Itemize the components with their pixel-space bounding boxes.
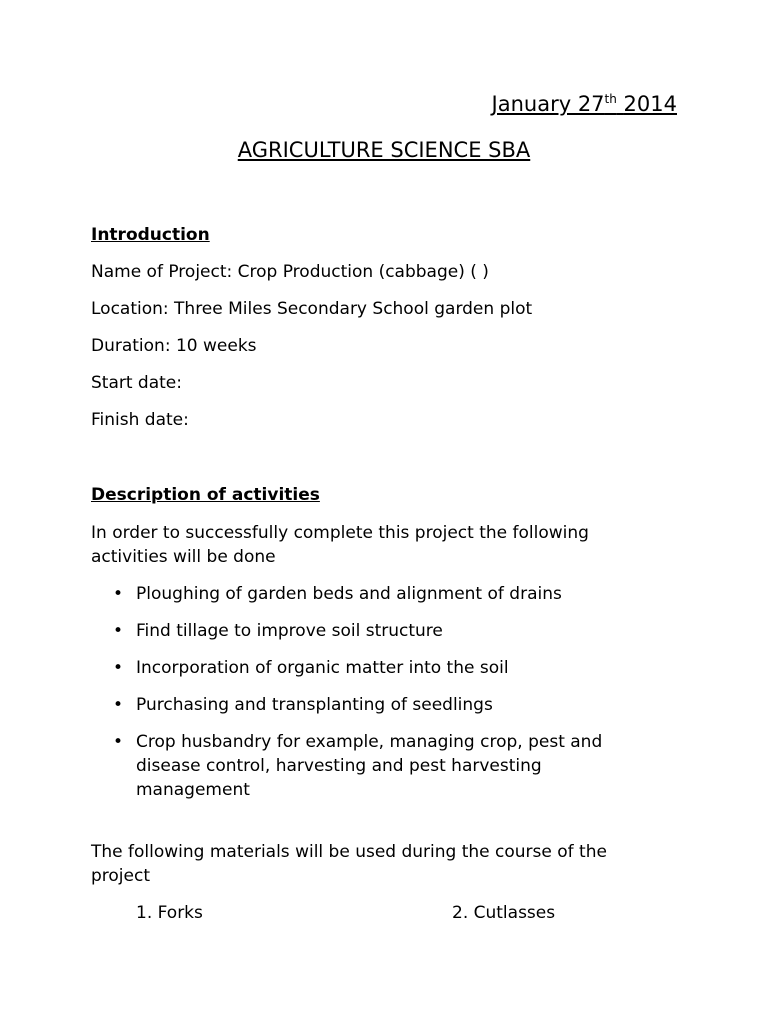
introduction-heading: Introduction bbox=[91, 225, 210, 245]
activities-intro: In order to successfully complete this project the following activities will be done bbox=[91, 523, 589, 567]
list-item bbox=[113, 619, 633, 643]
bullet-icon: • bbox=[113, 584, 124, 604]
material-item-forks: 1. Forks bbox=[136, 903, 203, 923]
list-item bbox=[113, 582, 633, 606]
bullet-icon: • bbox=[113, 621, 124, 641]
date-suffix: th bbox=[604, 92, 617, 106]
activities-heading bbox=[91, 485, 436, 505]
list-item bbox=[113, 656, 633, 680]
list-item-text: Find tillage to improve soil structure bbox=[136, 621, 443, 641]
list-item-text: Ploughing of garden beds and alignment of drains bbox=[136, 584, 562, 604]
date-year: 2014 bbox=[623, 92, 677, 116]
list-item-text: Incorporation of organic matter into the soil bbox=[136, 658, 509, 678]
document-date bbox=[492, 92, 677, 116]
start-date-line: Start date: bbox=[91, 373, 182, 393]
bullet-icon: • bbox=[113, 732, 124, 752]
bullet-icon: • bbox=[113, 658, 124, 678]
material-item-cutlasses: 2. Cutlasses bbox=[452, 903, 556, 923]
date-month-day: January 27 bbox=[491, 92, 605, 116]
list-item-text: Crop husbandry for example, managing crop, pest and disease control, harvesting and pest harvesting management bbox=[136, 732, 603, 800]
activities-list bbox=[113, 582, 633, 815]
duration-line: Duration: 10 weeks bbox=[91, 336, 257, 356]
document-title: AGRICULTURE SCIENCE SBA bbox=[237, 138, 531, 162]
list-item-text: Purchasing and transplanting of seedlings bbox=[136, 695, 493, 715]
finish-date-line: Finish date: bbox=[91, 410, 189, 430]
project-name-line: Name of Project: Crop Production (cabbage) ( ) bbox=[91, 262, 489, 282]
activities-heading-text: Description of activities bbox=[91, 485, 320, 505]
bullet-icon: • bbox=[113, 695, 124, 715]
list-item bbox=[113, 730, 633, 802]
materials-intro: The following materials will be used during the course of the project bbox=[91, 842, 607, 886]
list-item bbox=[113, 693, 633, 717]
location-line: Location: Three Miles Secondary School garden plot bbox=[91, 299, 533, 319]
